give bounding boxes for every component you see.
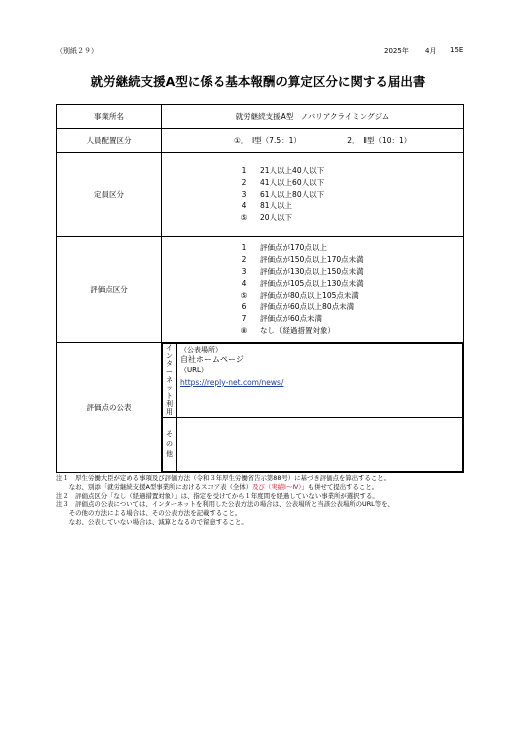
capacity-options	[162, 153, 464, 237]
internet-label-char: ー	[166, 368, 173, 376]
capacity-item-text: 20人以下	[260, 213, 293, 223]
staffing-option-1: ①． Ⅰ型（7.5：1）	[234, 136, 301, 145]
score-label: 評価点区分	[57, 237, 162, 343]
score-item	[234, 266, 463, 278]
score-item	[234, 290, 463, 302]
score-item	[234, 325, 463, 337]
score-row	[57, 237, 464, 343]
capacity-item-number: 3	[241, 189, 247, 199]
note-1b-post: 」も併せて提出すること。	[301, 482, 379, 491]
publication-inner-table	[162, 343, 463, 472]
internet-label-char: イ	[166, 344, 173, 352]
other-label	[163, 417, 177, 471]
score-list	[234, 242, 463, 336]
note-3c: なお、公表していない場合は、減算となるので留意すること。	[56, 517, 248, 526]
score-item-number: 4	[241, 278, 247, 288]
capacity-row	[57, 153, 464, 237]
score-item-text: なし（経過措置対象）	[260, 325, 335, 335]
office-name: 就労継続支援A型 ノバリアクライミングジム	[162, 105, 464, 129]
date-month: 4月	[425, 47, 437, 55]
note-1a: 注１ 厚生労働大臣が定める事項及び評価方法（令和３年厚生労働省告示第88号）に基づき評価点を算出すること。	[56, 474, 391, 482]
office-row	[57, 105, 464, 129]
publication-url-link[interactable]: https://reply-net.com/news/	[180, 378, 284, 387]
publication-row	[57, 343, 464, 473]
score-item-number: 2	[241, 255, 247, 265]
capacity-item	[234, 189, 463, 201]
capacity-item-text: 41人以上60人以下	[260, 177, 325, 187]
score-item-number: ⑤	[240, 290, 248, 300]
score-item-number: ⑧	[240, 325, 248, 335]
score-item-text: 評価点が170点以上	[260, 243, 327, 253]
capacity-item-number: 4	[241, 201, 247, 211]
capacity-item	[234, 200, 463, 212]
score-item	[234, 254, 463, 266]
capacity-item-text: 61人以上80人以下	[260, 189, 325, 199]
internet-label-char: 用	[166, 408, 173, 416]
internet-label-char: ネ	[166, 376, 173, 384]
date-day: 15E	[450, 46, 464, 54]
publication-label: 評価点の公表	[57, 343, 162, 473]
score-item-text: 評価点が80点以上105点未満	[260, 290, 359, 300]
score-item-number: 7	[241, 314, 247, 324]
score-item	[234, 242, 463, 254]
staffing-row	[57, 129, 464, 153]
capacity-label: 定員区分	[57, 153, 162, 237]
internet-label-char: ン	[166, 352, 173, 360]
score-item-text: 評価点が150点以上170点未満	[260, 255, 364, 265]
capacity-item-number: 2	[241, 177, 247, 187]
note-3a: 注３ 評価点の公表については、インターネットを利用した公表方法の場合は、公表場所と当該公表場所のURL等を、	[56, 500, 394, 509]
office-label: 事業所名	[57, 105, 162, 129]
date-year: 2025年	[384, 47, 409, 55]
internet-details	[177, 344, 463, 418]
capacity-item-number: 1	[241, 166, 247, 175]
other-label-text	[166, 429, 173, 459]
other-label-char: そ	[166, 430, 173, 438]
internet-label-text	[166, 344, 173, 416]
other-label-char: の	[166, 440, 173, 448]
score-item-number: 6	[241, 302, 247, 312]
internet-label	[163, 344, 177, 418]
url-caption: （URL）	[180, 366, 208, 374]
score-item-text: 評価点が130点以上150点未満	[260, 266, 364, 276]
score-item	[234, 313, 463, 325]
score-item-number: 1	[241, 243, 247, 253]
score-item-text: 評価点が60点以上80点未満	[260, 302, 355, 312]
note-1b-red: 及び（実績Ⅰ～Ⅳ）	[252, 482, 302, 491]
score-options	[162, 237, 464, 343]
publication-details	[162, 343, 464, 473]
capacity-item	[234, 212, 463, 224]
capacity-item	[234, 177, 463, 189]
staffing-option-2: 2． Ⅱ型（10：1）	[347, 136, 412, 145]
internet-label-char: ト	[166, 392, 173, 400]
notes-section	[56, 474, 476, 527]
internet-row	[163, 344, 463, 418]
staffing-options	[162, 129, 464, 153]
note-1b-pre: なお、別添「就労継続支援A型事業所におけるスコア表（全体）	[56, 482, 253, 491]
place-value: 自社ホームページ	[180, 355, 244, 364]
other-label-char: 他	[166, 450, 173, 458]
capacity-item-text: 81人以上	[260, 201, 293, 211]
score-item	[234, 278, 463, 290]
capacity-item	[234, 165, 463, 177]
score-item-number: 3	[241, 266, 247, 276]
form-number: （別紙２９）	[56, 47, 98, 55]
document-title: 就労継続支援A型に係る基本報酬の算定区分に関する届出書	[90, 74, 426, 89]
score-item-text: 評価点が105点以上130点未満	[260, 278, 364, 288]
note-1b	[56, 483, 476, 492]
capacity-item-number: ⑤	[240, 213, 248, 223]
staffing-label: 人員配置区分	[57, 129, 162, 153]
place-caption: （公表場所）	[180, 346, 222, 354]
internet-label-char: ッ	[166, 384, 173, 392]
notification-form-table	[56, 104, 464, 473]
capacity-item-text: 21人以上40人以下	[260, 166, 325, 175]
note-2: 注２ 評価点区分「なし（経過措置対象）」は、指定を受けてから１年度間を経過していない事業所が選択する。	[56, 491, 379, 500]
other-details	[177, 417, 463, 471]
score-item-text: 評価点が60点未満	[260, 314, 323, 324]
other-row	[163, 417, 463, 471]
note-3b: その他の方法による場合は、その公表方法を記載すること。	[56, 509, 242, 518]
score-item	[234, 301, 463, 313]
capacity-list	[234, 165, 463, 224]
internet-label-char: 利	[166, 400, 173, 408]
internet-label-char: タ	[166, 360, 173, 368]
